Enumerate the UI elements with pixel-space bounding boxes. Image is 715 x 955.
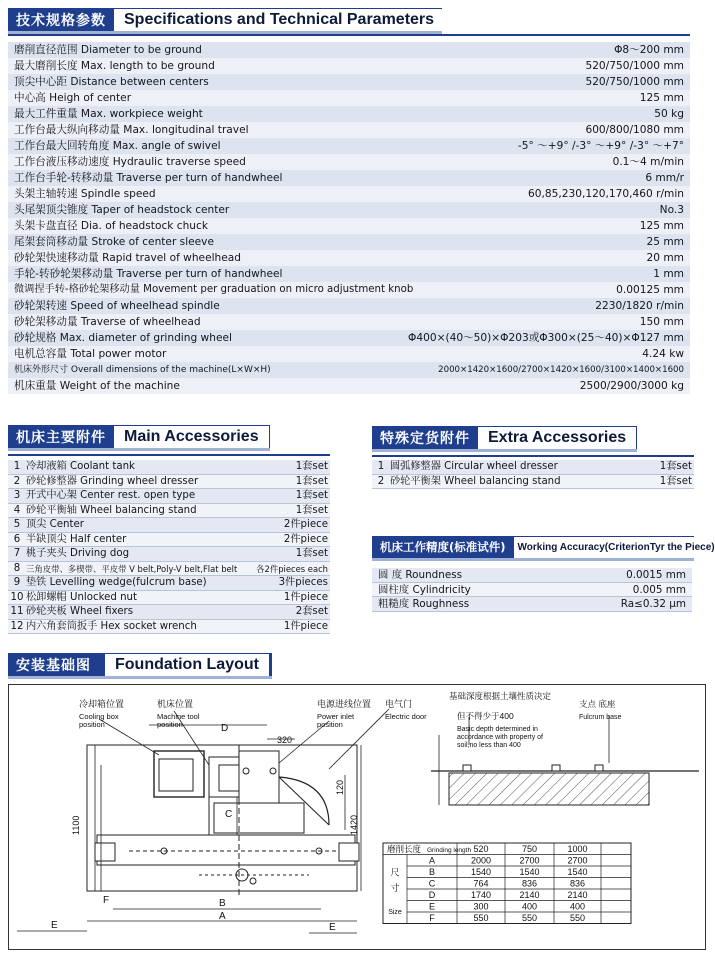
depth-label-en1: Basic depth determined in [457,726,538,733]
grind-cell: 1740 [470,890,492,900]
spec-label: 手轮-转砂轮架移动量 Traverse per turn of handwheel [14,268,283,280]
spec-value: 4.24 kw [642,348,684,360]
spec-row [8,362,690,378]
accessory-quantity: 3件pieces [278,577,328,588]
grind-cell: 2140 [519,890,540,900]
accessory-quantity: 1套set [295,461,328,472]
spec-label: 工作台液压移动速度 Hydraulic traverse speed [14,156,246,168]
spec-label: 砂轮架移动量 Traverse of wheelhead [14,316,201,328]
spec-label: 工作台最大回转角度 Max. angle of swivel [14,140,221,152]
spec-value: 125 mm [639,92,684,104]
dim-e-left: E [51,920,58,931]
accessory-name: 半缺顶尖 Half center [26,533,127,545]
accuracy-value: 0.005 mm [632,583,686,596]
grind-cell: 550 [569,913,586,923]
machine-plan [87,745,359,895]
spec-value: 60,85,230,120,170,460 r/min [528,188,684,200]
spec-value: 2230/1820 r/min [595,300,684,312]
spec-label: 机床外形尺寸 Overall dimensions of the machine(L×W×H) [14,365,271,375]
accessory-number: 12 [10,620,24,632]
accessory-quantity: 1套set [295,504,328,516]
accuracy-label: 粗糙度 Roughness [378,598,470,610]
spec-label: 电机总容量 Total power motor [14,348,167,360]
dim-a: A [219,911,226,922]
accuracy-value: Ra≤0.32 μm [620,598,686,610]
accuracy-row [372,568,692,583]
accessory-row [8,576,330,591]
depth-label-cn: 基础深度根据土壤性质决定 [449,691,552,701]
accessory-row [8,605,330,620]
accessory-quantity: 1套set [295,490,328,501]
working-accuracy-header [372,536,715,561]
spec-value: 125 mm [639,220,684,232]
accessory-quantity: 1套set [295,475,328,487]
accessory-row [372,460,694,475]
working-accuracy-table [372,568,692,612]
accessory-quantity: 2套set [295,606,328,617]
foundation-drawing-svg [9,685,707,951]
spec-value: 600/800/1080 mm [585,124,684,136]
accessory-quantity: 各2件pieces each [256,563,328,574]
spec-label: 头架卡盘直径 Dia. of headstock chuck [14,220,208,232]
accuracy-label: 圆 度 Roundness [378,569,463,581]
spec-label: 工作台最大纵向移动量 Max. longitudinal travel [14,124,249,136]
grind-cell: 2700 [567,855,588,866]
accessory-name: 松卸螺帽 Unlocked nut [26,591,137,603]
accuracy-value: 0.0015 mm [626,569,686,581]
spec-row [8,250,690,266]
accessory-quantity: 1套set [659,475,692,487]
accessory-quantity: 1件piece [283,620,328,632]
accessory-number: 9 [13,577,21,588]
spec-label: 机床重量 Weight of the machine [14,380,180,392]
accessory-number: 10 [10,591,24,603]
dim-c: C [225,809,233,820]
accuracy-row [372,583,692,598]
grind-cell: 2000 [470,855,492,866]
size-label-en: Size [388,909,402,916]
grind-col-header: 1000 [567,844,588,854]
spec-row [8,42,690,58]
size-label-cn1: 尺 [390,867,400,878]
grind-cell: 550 [521,913,538,923]
depth-label-cn2: 但不得少于400 [457,711,514,721]
spec-value: Φ8～200 mm [614,44,684,56]
spec-header [8,8,442,34]
spec-row [8,282,690,298]
grind-cell: 836 [569,878,586,889]
accuracy-label: 圆柱度 Cylindricity [378,583,471,596]
fulcrum-label-cn: 支点 底座 [579,699,616,709]
grind-row-key: A [428,855,436,866]
spec-label: 尾架套筒移动量 Stroke of center sleeve [14,236,214,248]
spec-row [8,266,690,282]
grind-row-key: B [428,867,436,877]
power-label-en1: Power inlet [317,712,355,721]
grind-cell: 1540 [470,867,492,877]
spec-label: 头尾架顶尖锥度 Taper of headstock center [14,204,230,216]
spec-label: 工作台手轮-转移动量 Traverse per turn of handwheel [14,172,283,184]
accessory-name: 砂轮平衡架 Wheel balancing stand [390,475,561,487]
spec-value: 520/750/1000 mm [585,76,684,88]
spec-row [8,74,690,90]
size-label-cn2: 寸 [390,883,400,893]
dim-120: 120 [335,779,345,795]
grind-col-header: 750 [521,844,538,854]
dim-e-right: E [329,922,336,933]
power-label-en2: position [317,720,343,729]
accessory-row [8,518,330,533]
grind-cell: 764 [473,878,489,889]
spec-row [8,202,690,218]
machine-label-en2: position [157,720,183,729]
accessory-quantity: 1套set [659,461,692,472]
accessory-row [8,547,330,562]
accessory-name: 开式中心架 Center rest. open type [26,490,196,501]
spec-label: 砂轮架快速移动量 Rapid travel of wheelhead [14,252,241,264]
spec-header-en: Specifications and Technical Parameters [114,9,444,31]
accessory-row [8,475,330,490]
spec-value: 2500/2900/3000 kg [579,380,684,392]
machine-label-cn: 机床位置 [157,699,194,709]
spec-row [8,330,690,346]
grind-col-header: 520 [473,844,489,854]
accessory-name: 顶尖 Center [26,519,84,530]
spec-row [8,186,690,202]
spec-value: 25 mm [646,236,684,248]
accessory-name: 圆弧修整器 Circular wheel dresser [390,461,558,472]
accessory-row [8,460,330,475]
coolant-label-cn: 冷却箱位置 [79,699,125,709]
grind-title-en: Grinding length [427,847,472,854]
dim-1420: 1420 [349,814,359,835]
accessory-name: 砂轮夹板 Wheel fixers [26,606,134,617]
spec-value: Φ400×(40～50)×Φ203或Φ300×(25～40)×Φ127 mm [408,332,684,344]
grind-cell: 550 [473,913,489,923]
accessory-number: 5 [13,519,21,530]
spec-row [8,170,690,186]
spec-label: 最大磨削长度 Max. length to be ground [14,60,215,72]
coolant-label-en2: position [79,720,105,729]
accessory-row [8,489,330,504]
accessory-row [8,533,330,548]
main-accessories-header-cn: 机床主要附件 [16,429,106,446]
spec-row [8,218,690,234]
spec-value: 1 mm [653,268,684,280]
grind-title-cn: 磨削长度 [387,844,422,854]
spec-label: 中心高 Heigh of center [14,92,132,104]
accessory-row [8,620,330,635]
spec-label: 磨削直径范围 Diameter to be ground [14,44,202,56]
accuracy-row [372,597,692,612]
accessory-name: 垫铁 Levelling wedge(fulcrum base) [26,577,207,588]
grind-cell: 2700 [519,855,540,866]
dim-1100: 1100 [71,815,81,835]
accessory-quantity: 2件piece [283,533,328,545]
spec-value: 150 mm [639,316,684,328]
spec-row [8,314,690,330]
spec-row [8,138,690,154]
spec-label: 砂轮规格 Max. diameter of grinding wheel [14,332,232,344]
dim-b: B [219,898,226,909]
accessory-number: 6 [13,533,21,545]
working-accuracy-header-en: Working Accuracy(CriterionTyr the Piece) [514,537,715,558]
accessory-number: 8 [13,562,21,574]
spec-value: 0.00125 mm [616,284,684,296]
accessory-name: 三角皮带、多楔带、平皮带 V belt,Poly-V belt,Flat belt [26,563,238,574]
accessory-name: 桃子夹头 Driving dog [26,548,130,559]
spec-value: 50 kg [654,108,684,120]
spec-row [8,90,690,106]
spec-row [8,106,690,122]
accessory-name: 砂轮修整器 Grinding wheel dresser [26,475,199,487]
spec-header-cn: 技术规格参数 [16,12,106,29]
spec-value: No.3 [659,204,684,216]
accessory-number: 3 [13,490,21,501]
grind-cell: 2140 [567,890,588,900]
spec-row [8,122,690,138]
grind-cell: 400 [521,901,538,912]
accessory-quantity: 1件piece [283,591,328,603]
accessory-row [8,504,330,519]
main-accessories-header-en: Main Accessories [114,426,269,448]
accessory-number: 1 [13,461,21,472]
spec-value: 2000×1420×1600/2700×1420×1600/3100×1400×1600 [438,365,684,375]
accessory-number: 4 [13,504,21,516]
grind-row-key: D [428,890,436,900]
coolant-label-en1: Cooling box [79,712,119,721]
grind-cell: 1540 [567,867,588,877]
foundation-drawing [8,684,706,950]
main-accessories-header [8,425,270,451]
accessory-name: 冷却液箱 Coolant tank [26,461,135,472]
spec-row [8,346,690,362]
working-accuracy-header-cn: 机床工作精度(标准试件) [380,540,506,554]
dim-320: 320 [277,735,293,745]
main-accessories-rule [8,454,330,456]
main-accessories-table [8,460,330,634]
grind-row-key: E [428,901,436,912]
spec-label: 微调捏手转-格砂轮架移动量 Movement per graduation on micro adjustment knob [14,284,414,295]
grind-row-key: C [428,878,436,889]
spec-value: -5° ～+9° /-3° ～+9° /-3° ～+7° [517,140,684,152]
spec-table [8,42,690,394]
accessory-row [8,591,330,606]
power-label-cn: 电源进线位置 [317,699,372,709]
spec-row [8,298,690,314]
foundation-header-cn: 安装基础图 [16,657,91,674]
spec-label: 顶尖中心距 Distance between centers [14,76,209,88]
extra-accessories-header-en: Extra Accessories [478,427,636,449]
foundation-header-en: Foundation Layout [105,654,269,676]
spec-value: 6 mm/r [645,172,684,184]
accessory-quantity: 1套set [295,548,328,559]
accessory-number: 1 [377,461,385,472]
extra-accessories-table [372,460,694,489]
spec-header-rule [8,34,690,36]
grind-row-key: F [429,913,435,923]
accessory-number: 11 [10,606,24,617]
extra-accessories-rule [372,455,694,457]
spec-row [8,154,690,170]
dim-d: D [221,723,229,734]
fulcrum-label-en: Fulcrum base [579,714,622,721]
depth-label-en3: soil,no less than 400 [457,742,521,749]
accessory-number: 2 [377,475,385,487]
door-label-en: Electric door [385,712,427,721]
spec-label: 最大工件重量 Max. workpiece weight [14,108,203,120]
spec-row [8,378,690,394]
spec-label: 砂轮架转速 Speed of wheelhead spindle [14,300,220,312]
accessory-row [372,475,694,490]
grind-cell: 1540 [519,867,540,877]
spec-label: 头架主轴转速 Spindle speed [14,188,156,200]
grinding-length-table [383,843,631,924]
foundation-header [8,653,272,679]
accessory-number: 7 [13,548,21,559]
spec-row [8,58,690,74]
foundation-section [431,691,699,805]
extra-accessories-header-cn: 特殊定货附件 [380,430,470,447]
dim-f: F [103,895,110,906]
grind-cell: 300 [473,901,489,912]
accessory-name: 砂轮平衡轴 Wheel balancing stand [26,504,197,516]
accessory-number: 2 [13,475,21,487]
spec-value: 0.1～4 m/min [612,156,684,168]
spec-row [8,234,690,250]
door-label-cn: 电气门 [385,699,413,709]
accessory-row [8,562,330,577]
extra-accessories-header [372,426,637,452]
spec-value: 520/750/1000 mm [585,60,684,72]
depth-label-en2: accordance with property of [457,734,543,741]
spec-value: 20 mm [646,252,684,264]
grind-cell: 400 [569,901,586,912]
machine-label-en1: Machine tool [157,712,200,721]
accessory-name: 内六角套筒扳手 Hex socket wrench [26,620,197,632]
accessory-quantity: 2件piece [283,519,328,530]
grind-cell: 836 [521,878,538,889]
